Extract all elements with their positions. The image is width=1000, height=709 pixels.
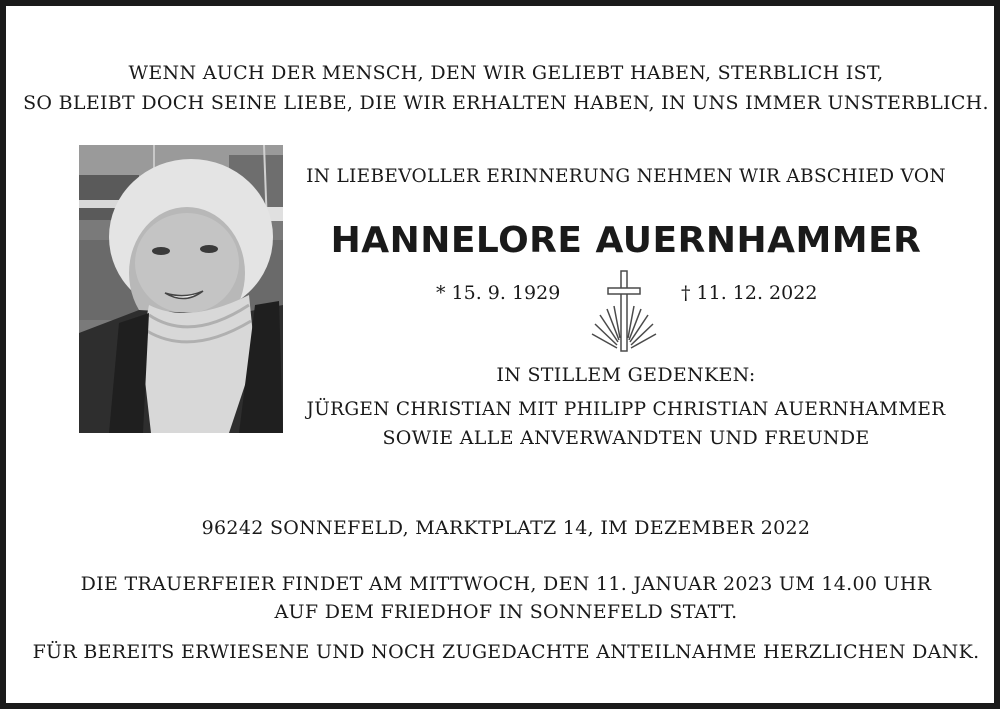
mourners-line-2: SOWIE ALLE ANVERWANDTEN UND FREUNDE — [382, 427, 870, 449]
intro-text: IN LIEBEVOLLER ERINNERUNG NEHMEN WIR ABSCHIED VON — [306, 166, 946, 187]
funeral-line-1: DIE TRAUERFEIER FINDET AM MITTWOCH, DEN 11. JANUAR 2023 UM 14.00 UHR — [80, 573, 932, 595]
mourners-heading: IN STILLEM GEDENKEN: — [496, 364, 756, 386]
funeral-line-2: AUF DEM FRIEDHOF IN SONNEFELD STATT. — [274, 601, 738, 623]
birth-date: * 15. 9. 1929 — [436, 282, 561, 304]
quote-line-2: SO BLEIBT DOCH SEINE LIEBE, DIE WIR ERHALTEN HABEN, IN UNS IMMER UNSTERBLICH. — [23, 92, 989, 114]
cross-with-rays-icon — [584, 268, 664, 354]
portrait-photo — [79, 145, 283, 433]
death-date: † 11. 12. 2022 — [681, 282, 818, 304]
thanks-text: FÜR BEREITS ERWIESENE UND NOCH ZUGEDACHTE ANTEILNAHME HERZLICHEN DANK. — [32, 641, 980, 663]
place-date: 96242 SONNEFELD, MARKTPLATZ 14, IM DEZEMBER 2022 — [201, 517, 811, 539]
quote-line-1: WENN AUCH DER MENSCH, DEN WIR GELIEBT HABEN, STERBLICH IST, — [128, 62, 884, 84]
mourners-line-1: JÜRGEN CHRISTIAN MIT PHILIPP CHRISTIAN AUERNHAMMER — [306, 399, 946, 420]
deceased-name: HANNELORE AUERNHAMMER — [330, 220, 922, 261]
